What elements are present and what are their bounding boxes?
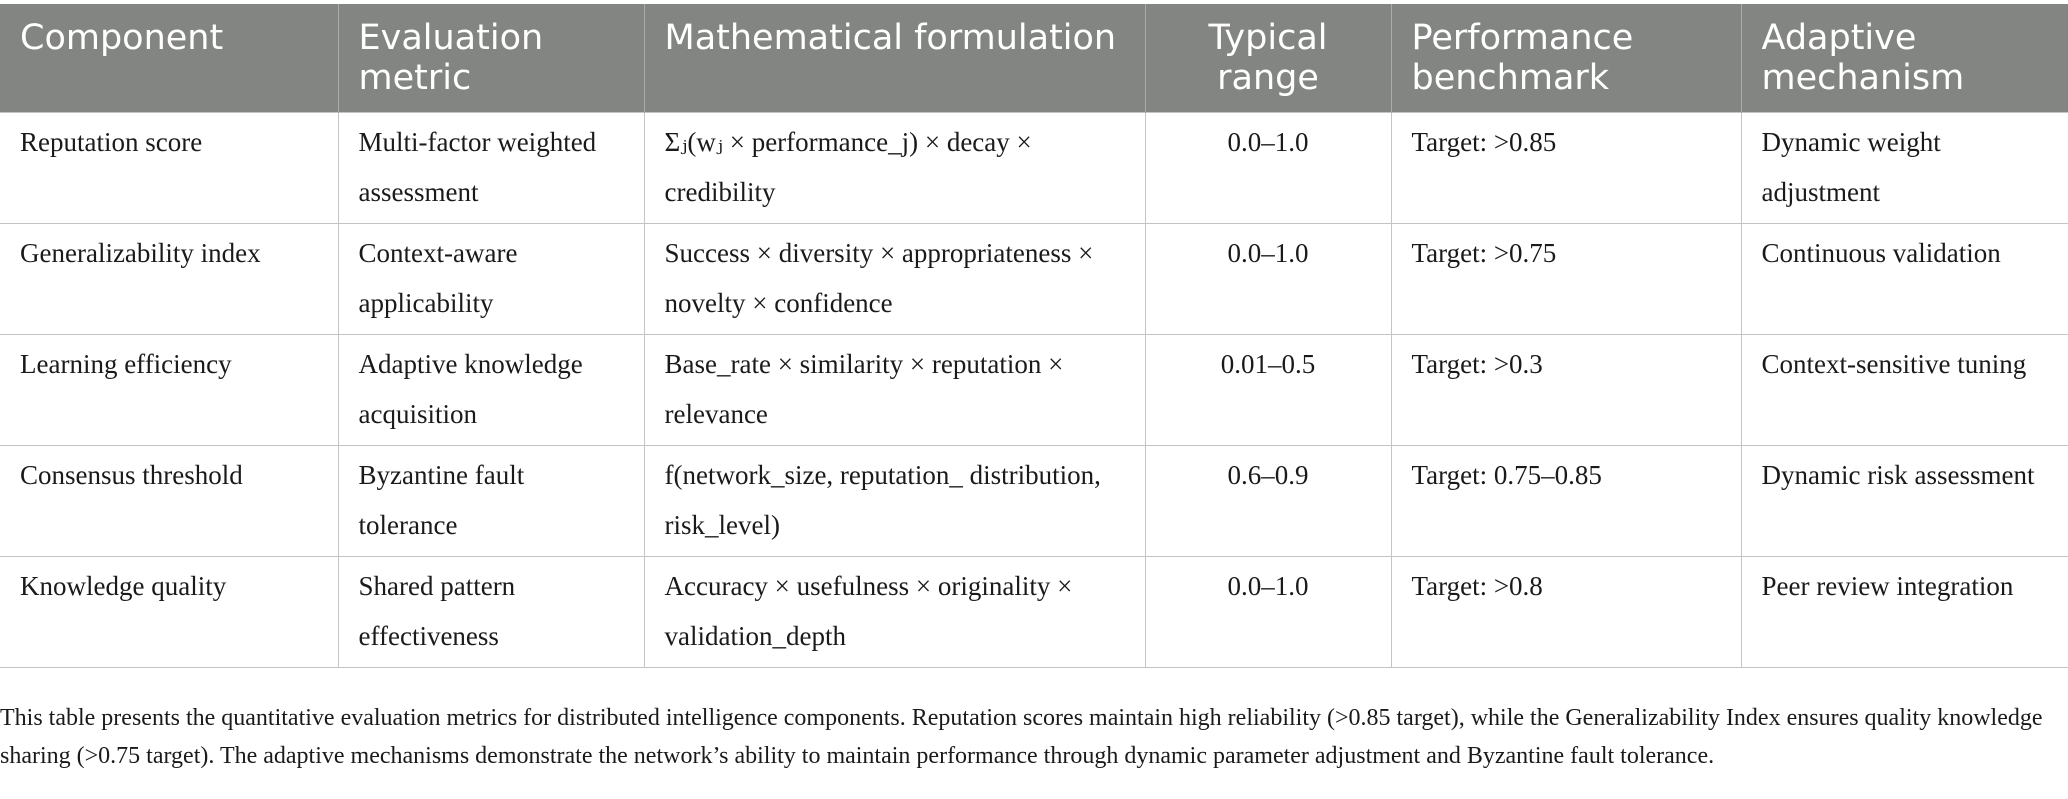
cell-evaluation-metric: Multi-factor weighted assessment [338, 112, 644, 223]
cell-evaluation-metric: Adaptive knowledge acquisition [338, 334, 644, 445]
cell-formulation: Accuracy × usefulness × originality × validation_depth [644, 556, 1145, 667]
table-row [0, 334, 2068, 445]
cell-formulation: Σⱼ(wⱼ × performance_j) × decay × credibility [644, 112, 1145, 223]
cell-adaptive-mechanism: Dynamic risk assessment [1741, 445, 2068, 556]
cell-component: Reputation score [0, 112, 338, 223]
header-row [0, 4, 2068, 112]
cell-evaluation-metric: Byzantine fault tolerance [338, 445, 644, 556]
cell-adaptive-mechanism: Dynamic weight adjustment [1741, 112, 2068, 223]
header-adaptive-mechanism: Adaptive mechanism [1741, 4, 2068, 112]
header-typical-range: Typical range [1145, 4, 1391, 112]
cell-formulation: Success × diversity × appropriateness × novelty × confidence [644, 223, 1145, 334]
cell-component: Learning efficiency [0, 334, 338, 445]
cell-adaptive-mechanism: Continuous validation [1741, 223, 2068, 334]
cell-component: Consensus threshold [0, 445, 338, 556]
table-row [0, 556, 2068, 667]
cell-formulation: f(network_size, reputation_ distribution, risk_level) [644, 445, 1145, 556]
table-row [0, 223, 2068, 334]
cell-evaluation-metric: Context-aware applicability [338, 223, 644, 334]
cell-adaptive-mechanism: Context-sensitive tuning [1741, 334, 2068, 445]
cell-benchmark: Target: >0.3 [1391, 334, 1741, 445]
cell-typical-range: 0.0–1.0 [1145, 112, 1391, 223]
cell-evaluation-metric: Shared pattern effectiveness [338, 556, 644, 667]
cell-typical-range: 0.0–1.0 [1145, 223, 1391, 334]
header-component: Component [0, 4, 338, 112]
cell-typical-range: 0.01–0.5 [1145, 334, 1391, 445]
cell-typical-range: 0.6–0.9 [1145, 445, 1391, 556]
table-caption: This table presents the quantitative evaluation metrics for distributed intelligence components. Reputation scores maintain high reliability (>0.85 target), while the Generalizability Index ensures quality knowledge sharing (>0.75 target). The adaptive mechanisms demonstrate the network’s ability to maintain performance through dynamic parameter adjustment and Byzantine fault tolerance. [0, 705, 2043, 769]
table-row [0, 445, 2068, 556]
cell-formulation: Base_rate × similarity × reputation × relevance [644, 334, 1145, 445]
cell-benchmark: Target: >0.85 [1391, 112, 1741, 223]
metrics-table [0, 4, 2068, 668]
cell-component: Generalizability index [0, 223, 338, 334]
cell-benchmark: Target: >0.75 [1391, 223, 1741, 334]
cell-typical-range: 0.0–1.0 [1145, 556, 1391, 667]
cell-component: Knowledge quality [0, 556, 338, 667]
cell-benchmark: Target: 0.75–0.85 [1391, 445, 1741, 556]
header-mathematical-formulation: Mathematical formulation [644, 4, 1145, 112]
cell-benchmark: Target: >0.8 [1391, 556, 1741, 667]
table-row [0, 112, 2068, 223]
cell-adaptive-mechanism: Peer review integration [1741, 556, 2068, 667]
header-performance-benchmark: Performance benchmark [1391, 4, 1741, 112]
header-evaluation-metric: Evaluation metric [338, 4, 644, 112]
